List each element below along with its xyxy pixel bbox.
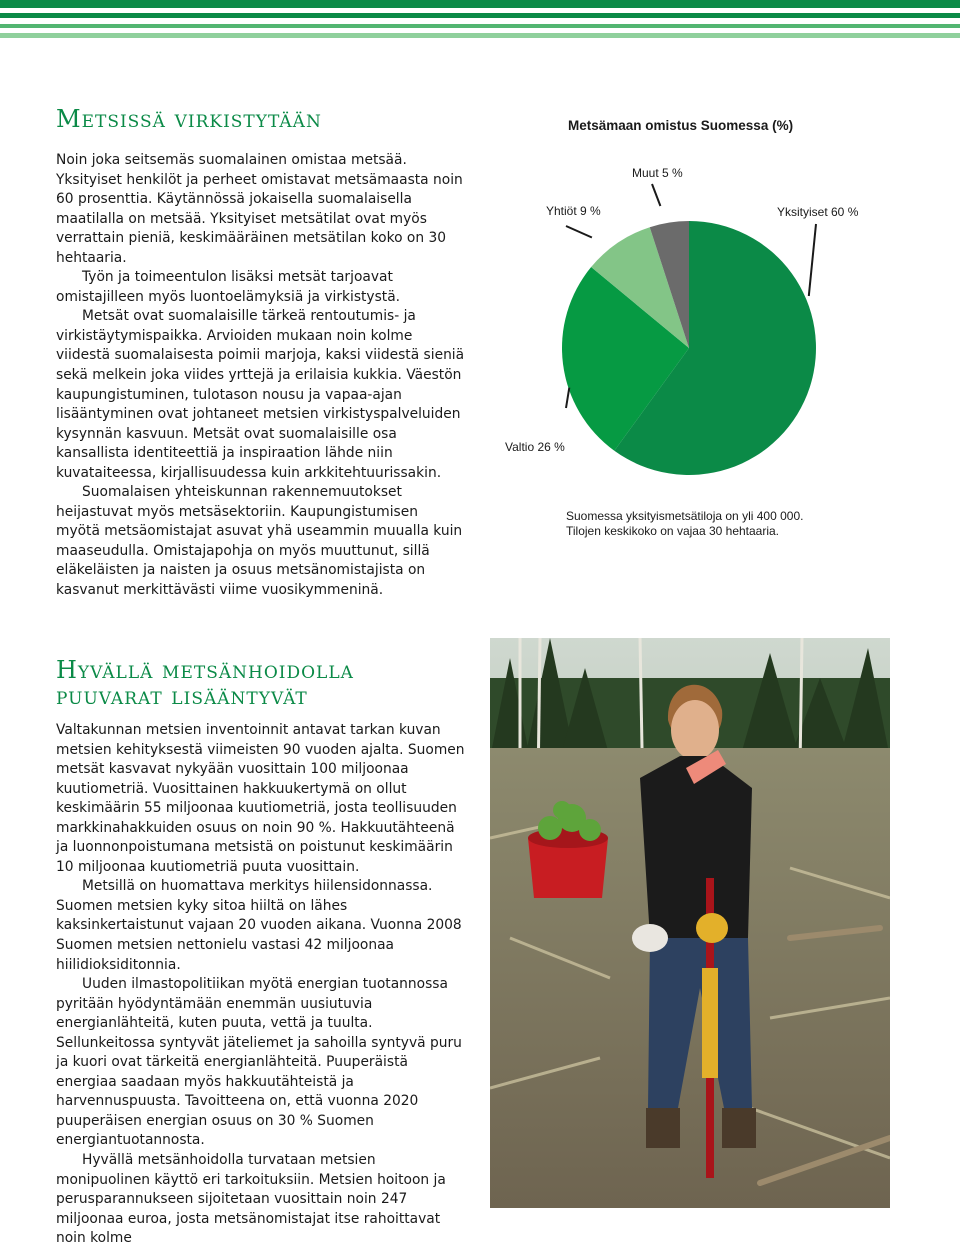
paragraph: Suomalaisen yhteiskunnan rakennemuutokset heijastuvat myös metsäsektoriin. Kaupungistumisen myötä metsäomistajat asuvat yhä useammin muualla kuin maaseudulla. Omistajapohja on myös muuttunut, sillä eläkeläisten ja naisten ja osuus metsänomistajista on kasvanut merkittävästi viime vuosikymmeninä. — [56, 484, 463, 599]
leader-line-muut — [652, 184, 660, 206]
header-stripe — [0, 33, 960, 38]
paragraph: Työn ja toimeentulon lisäksi metsät tarjoavat omistajilleen myös luontoelämyksiä ja virkistystä. — [56, 269, 401, 305]
heading-line: puuvarat lisääntyvät — [56, 682, 308, 710]
chart-title: Metsämaan omistus Suomessa (%) — [568, 118, 794, 133]
slice-label-yksityiset: Yksityiset 60 % — [777, 205, 859, 219]
paragraph: Metsät ovat suomalaisille tärkeä rentoutumis- ja virkistäytymispaikka. Arvioiden mukaan noin kolme viidestä suomalaisesta poimii marjoja, kaksi viidestä sieniä sekä melkein joka viides yrttejä ja erilaisia kukkia. Väestön kaupungistuminen, tulotason nousu ja vapaa-ajan lisääntyminen ovat johtaneet metsien virkistyspalveluiden kysynnän kasvuun. Metsät ovat suomalaisille osa kansallista identiteettiä ja inspiraation lähde niin kuvataiteessa, kirjallisuudessa kuin arkkitehtuurissakin. — [56, 308, 465, 481]
header-stripe — [0, 24, 960, 28]
header-stripe — [0, 0, 960, 8]
leader-line-yhtiot — [566, 226, 592, 238]
paragraph: Hyvällä metsänhoidolla turvataan metsien monipuolinen käyttö eri tarkoituksiin. Metsien hoitoon ja perusparannukseen sijoitetaan vuosittain noin 247 miljoonaa euroa, josta metsänomistajat itse rahoittavat noin kolme — [56, 1152, 446, 1247]
slice-label-valtio: Valtio 26 % — [505, 440, 565, 454]
slice-label-yhtiot: Yhtiöt 9 % — [546, 204, 601, 218]
ownership-pie-chart — [500, 160, 900, 480]
footnote-line: Tilojen keskikoko on vajaa 30 hehtaaria. — [566, 524, 780, 538]
paragraph: Metsillä on huomattava merkitys hiilensidonnassa. Suomen metsien kyky sitoa hiiltä on lähes kaksinkertaistunut vajaan 20 vuoden aikana. Vuonna 2008 Suomen metsien nettonielu vastasi 42 miljoonaa hiilidioksiditonnia. — [56, 878, 462, 973]
leader-line-yksityiset — [809, 224, 816, 296]
section-heading-forest-care — [56, 657, 354, 709]
header-stripe — [0, 13, 960, 18]
section-body-recreation — [56, 151, 466, 601]
slice-label-muut: Muut 5 % — [632, 166, 683, 180]
section-body-forest-care — [56, 721, 466, 1249]
footnote-line: Suomessa yksityismetsätiloja on yli 400 000. — [566, 509, 804, 523]
leader-line-valtio — [566, 388, 569, 408]
paragraph: Noin joka seitsemäs suomalainen omistaa metsää. Yksityiset henkilöt ja perheet omistavat metsämaasta noin 60 prosenttia. Käytännössä jokaisella suomalaisella maatilalla on metsää. Yksityiset metsätilat ovat myös verrattain pieniä, keskimääräinen metsätilan koko on 30 hehtaaria. — [56, 152, 463, 266]
paragraph: Uuden ilmastopolitiikan myötä energian tuotannossa pyritään hyödyntämään enemmän uusiutuvia energianlähteitä, kuten puuta, vettä ja tuulta. Sellunkeitossa syntyvät jäteliemet ja sahoilla syntyvä puru ja kuori ovat tärkeitä energianlähteitä. Puuperäistä energiaa saadaan myös hakkuutähteistä ja harvennuspuusta. Tavoitteena on, että vuonna 2020 puuperäisen energian osuus on 30 % Suomen energiantuotannosta. — [56, 976, 462, 1149]
section-heading-recreation: Metsissä virkistytään — [56, 105, 322, 133]
chart-footnote — [566, 509, 896, 539]
heading-line: Hyvällä metsänhoidolla — [56, 656, 354, 684]
forest-planter-photo — [490, 638, 890, 1208]
paragraph: Valtakunnan metsien inventoinnit antavat tarkan kuvan metsien kehityksestä viimeisten 90 vuoden ajalta. Suomen metsät kasvavat nykyään vuosittain 100 miljoonaa kuutiometriä. Vuosittainen hakkuukertymä on ollut keskimäärin 55 miljoonaa kuutiometriä, josta teollisuuden markkinahakkuiden osuus on noin 90 %. Hakkuutähteenä ja luonnonpoistumana metsistä on poistunut keskimäärin 10 miljoonaa kuutiometriä puuta vuosittain. — [56, 722, 465, 875]
